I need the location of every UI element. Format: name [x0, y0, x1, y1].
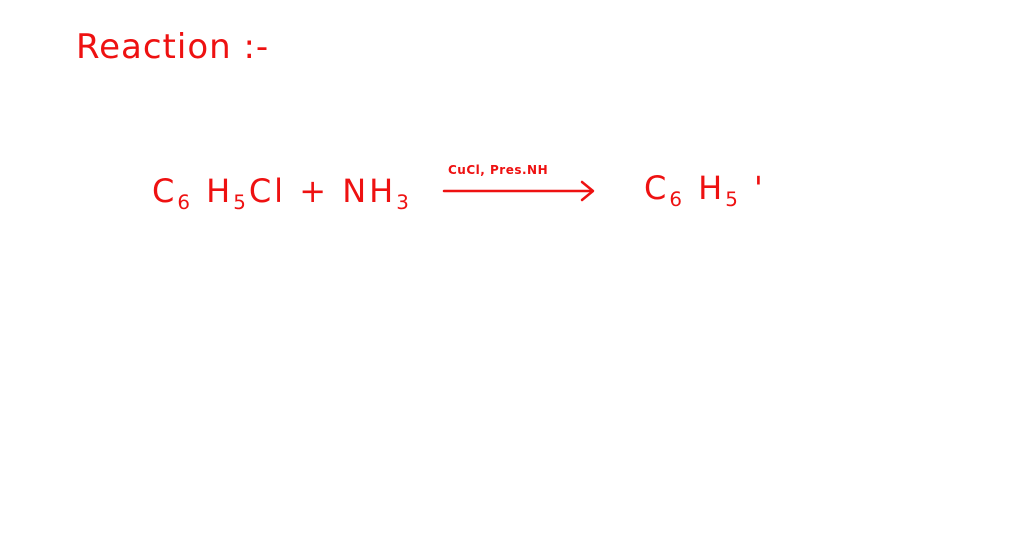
- product-carbon-subscript: 6: [669, 187, 685, 211]
- plus-sign: +: [299, 172, 330, 210]
- reaction-conditions: [448, 164, 548, 176]
- conditions-text: CuCl, Pres.NH: [448, 163, 549, 177]
- reactant-2-subscript: 3: [396, 190, 412, 214]
- reactant-1-hydrogen-subscript: 5: [233, 190, 249, 214]
- product-partial-mark: ': [754, 169, 766, 207]
- reactant-2-nitrogen-hydrogen: NH: [342, 172, 397, 210]
- heading-text: Reaction :-: [76, 27, 270, 67]
- product: [644, 169, 766, 211]
- reactant-1-hydrogen: H: [206, 172, 234, 210]
- product-carbon: C: [644, 169, 670, 207]
- reactant-1-carbon: C: [152, 172, 178, 210]
- reactant-1-chlorine: Cl: [248, 172, 287, 210]
- product-hydrogen: H: [698, 169, 726, 207]
- heading-reaction: [76, 27, 270, 67]
- reactant-1-carbon-subscript: 6: [177, 190, 193, 214]
- product-hydrogen-subscript: 5: [725, 187, 741, 211]
- reaction-arrow-icon: [442, 180, 598, 202]
- reactants: [152, 172, 412, 214]
